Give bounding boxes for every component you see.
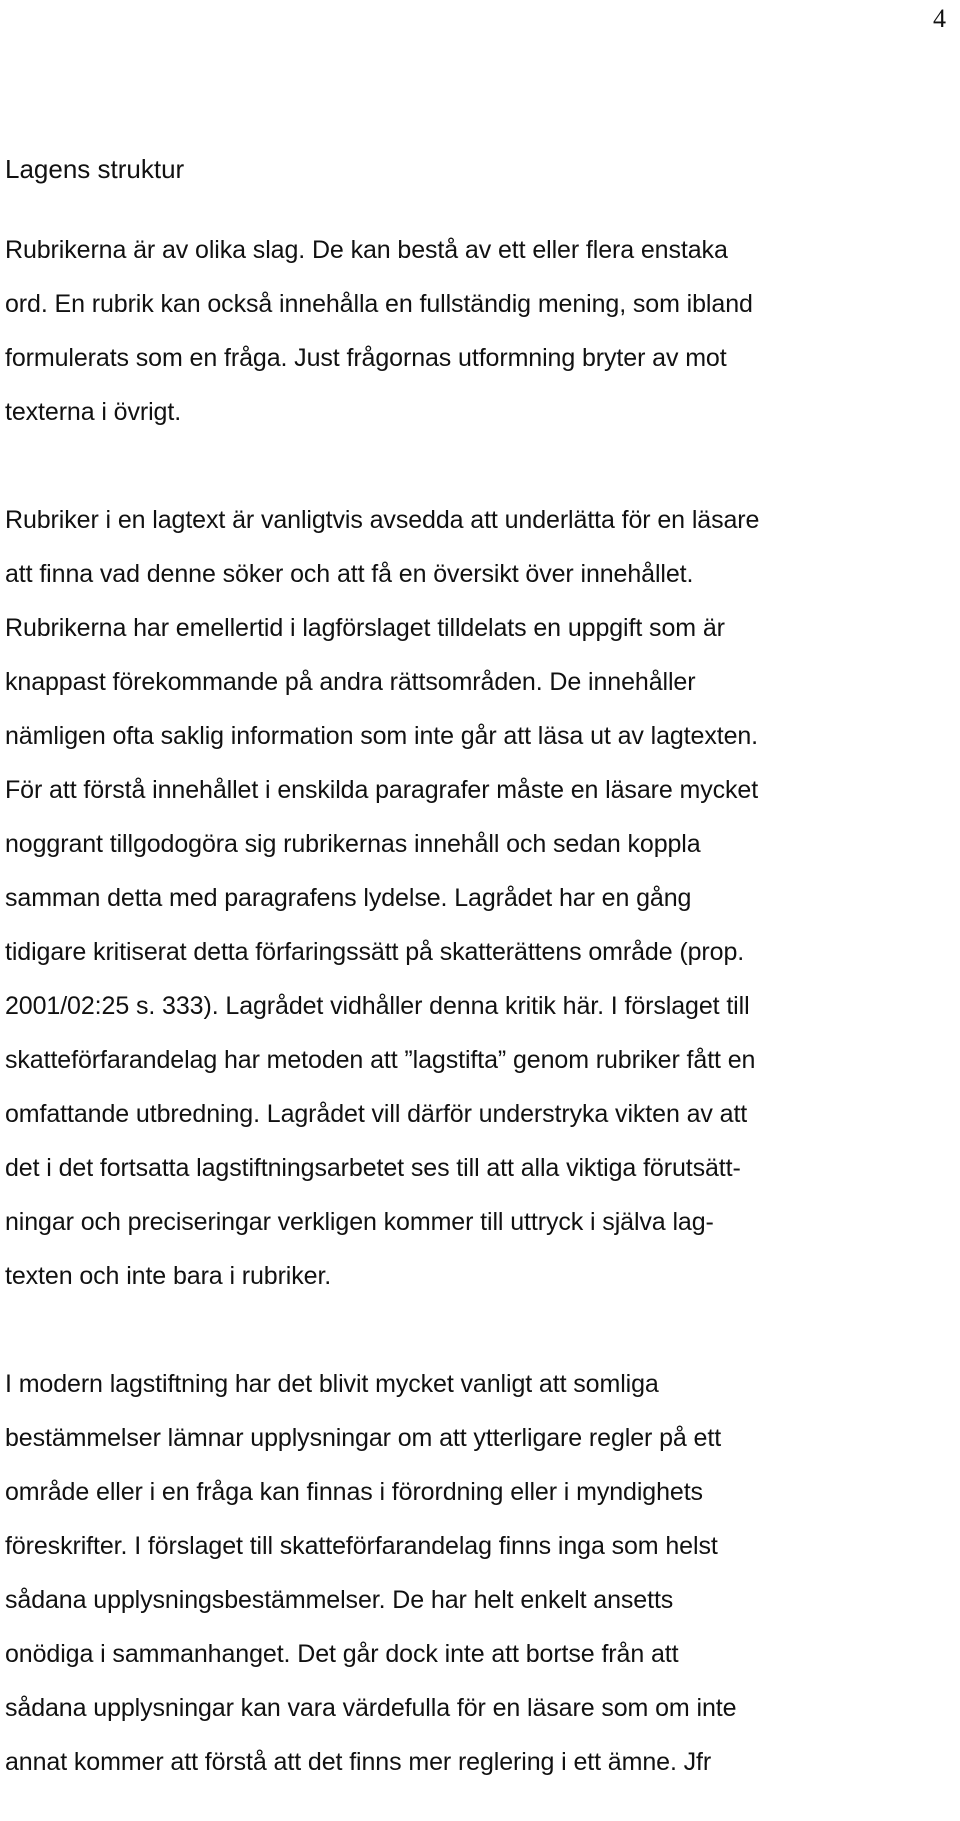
text-line: att finna vad denne söker och att få en översikt över innehållet. xyxy=(5,560,694,588)
text-line: samman detta med paragrafens lydelse. Lagrådet har en gång xyxy=(5,884,692,912)
text-line: I modern lagstiftning har det blivit mycket vanligt att somliga xyxy=(5,1370,659,1398)
text-line: Rubrikerna har emellertid i lagförslaget tilldelats en uppgift som är xyxy=(5,614,725,642)
text-line: texten och inte bara i rubriker. xyxy=(5,1262,332,1290)
text-line: För att förstå innehållet i enskilda paragrafer måste en läsare mycket xyxy=(5,776,759,804)
text-line: formulerats som en fråga. Just frågornas utformning bryter av mot xyxy=(5,344,727,372)
text-line: knappast förekommande på andra rättsområden. De innehåller xyxy=(5,668,696,696)
text-line: omfattande utbredning. Lagrådet vill därför understryka vikten av att xyxy=(5,1100,748,1128)
paragraph-gap xyxy=(5,1303,950,1357)
page-number: 4 xyxy=(933,4,946,33)
text-line: föreskrifter. I förslaget till skatteförfarandelag finns inga som helst xyxy=(5,1532,718,1560)
text-line: 2001/02:25 s. 333). Lagrådet vidhåller denna kritik här. I förslaget till xyxy=(5,992,750,1020)
text-line: det i det fortsatta lagstiftningsarbetet ses till att alla viktiga förutsätt- xyxy=(5,1154,741,1182)
document-body xyxy=(5,154,950,1789)
text-line: Rubrikerna är av olika slag. De kan bestå av ett eller flera enstaka xyxy=(5,236,728,264)
text-line: texterna i övrigt. xyxy=(5,398,182,426)
text-line: sådana upplysningar kan vara värdefulla för en läsare som om inte xyxy=(5,1694,737,1722)
text-line: bestämmelser lämnar upplysningar om att ytterligare regler på ett xyxy=(5,1424,722,1452)
text-line: sådana upplysningsbestämmelser. De har helt enkelt ansetts xyxy=(5,1586,674,1614)
text-line: annat kommer att förstå att det finns mer reglering i ett ämne. Jfr xyxy=(5,1748,712,1776)
paragraph-gap xyxy=(5,439,950,493)
paragraph-3 xyxy=(5,1357,950,1789)
text-line: ord. En rubrik kan också innehålla en fullständig mening, som ibland xyxy=(5,290,753,318)
text-line: nämligen ofta saklig information som inte går att läsa ut av lagtexten. xyxy=(5,722,759,750)
text-line: tidigare kritiserat detta förfaringssätt på skatterättens område (prop. xyxy=(5,938,745,966)
text-line: ningar och preciseringar verkligen kommer till uttryck i själva lag- xyxy=(5,1208,714,1236)
text-line: skatteförfarandelag har metoden att ”lagstifta” genom rubriker fått en xyxy=(5,1046,756,1074)
text-line: Rubriker i en lagtext är vanligtvis avsedda att underlätta för en läsare xyxy=(5,506,760,534)
paragraph-2 xyxy=(5,493,950,1303)
paragraph-1 xyxy=(5,223,950,439)
text-line: noggrant tillgodogöra sig rubrikernas innehåll och sedan koppla xyxy=(5,830,701,858)
text-line: område eller i en fråga kan finnas i förordning eller i myndighets xyxy=(5,1478,703,1506)
section-heading: Lagens struktur xyxy=(5,154,185,184)
text-line: onödiga i sammanhanget. Det går dock inte att bortse från att xyxy=(5,1640,679,1668)
